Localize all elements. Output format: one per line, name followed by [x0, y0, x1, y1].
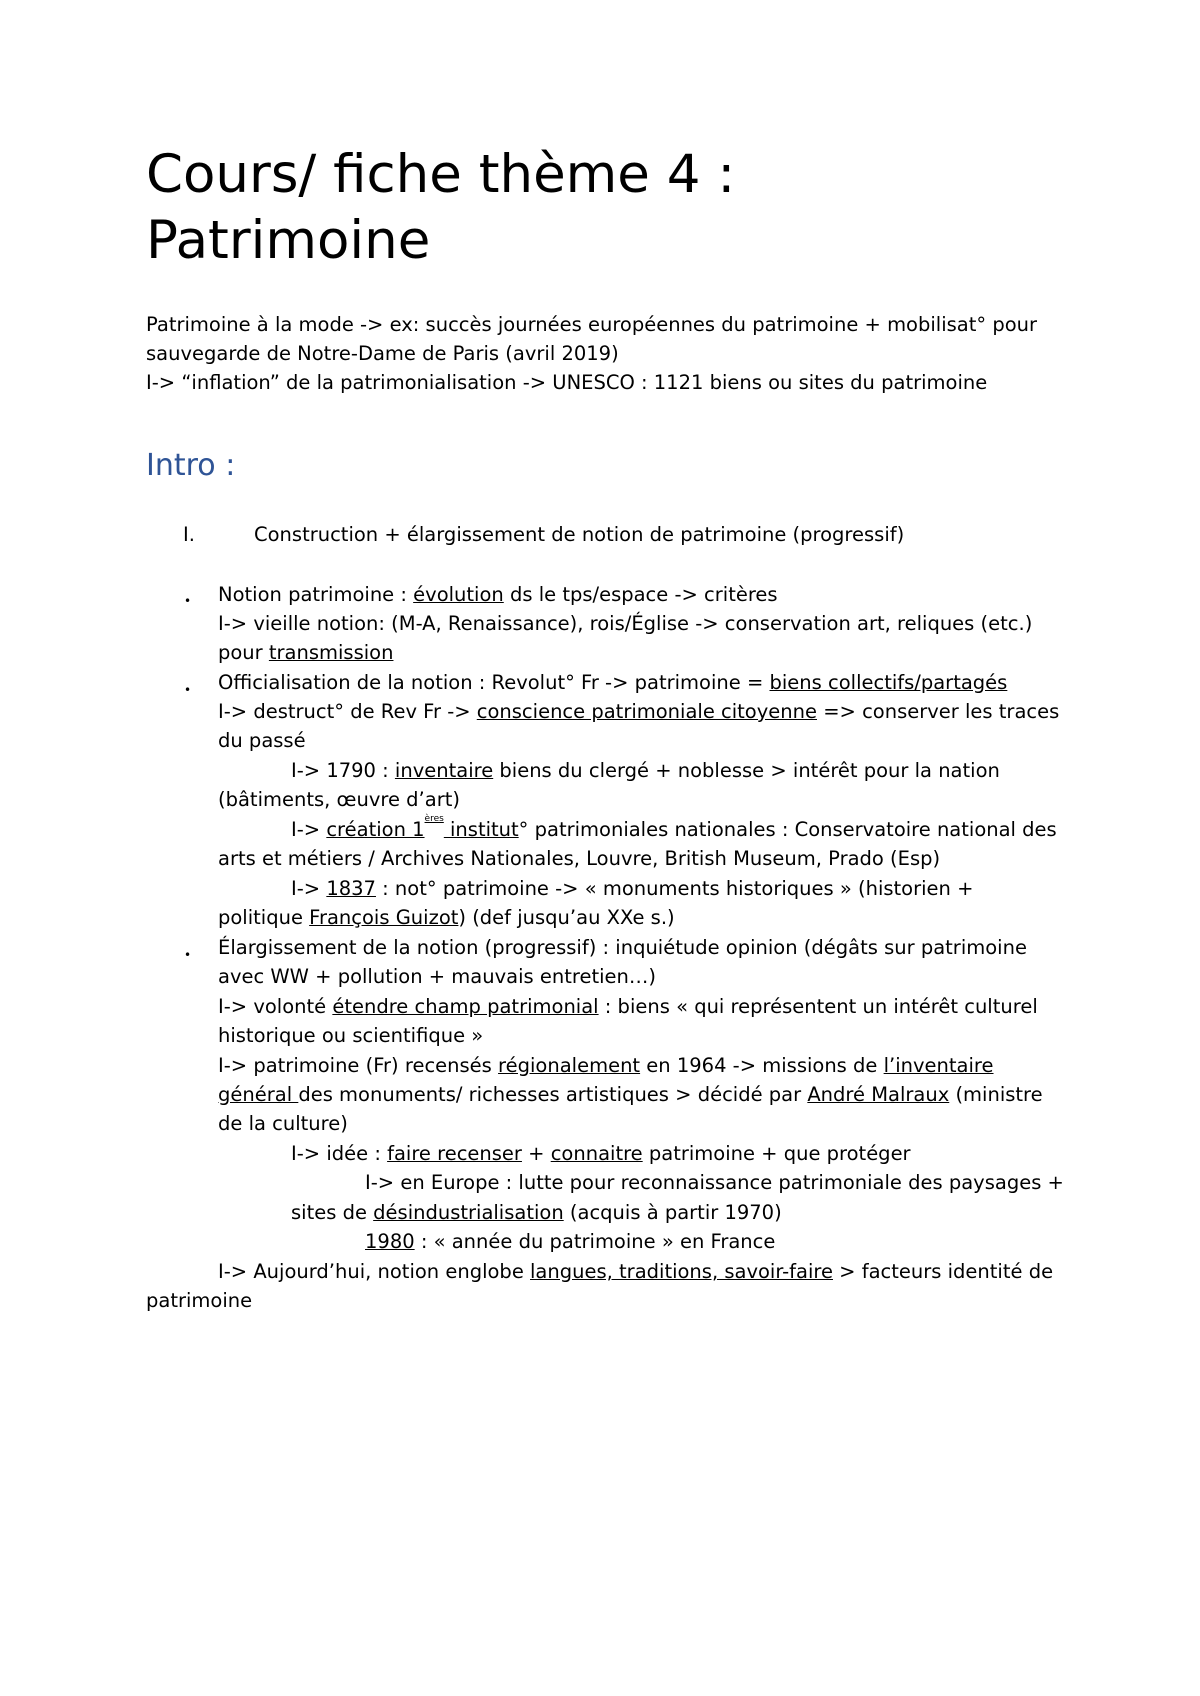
text-line: patrimoine	[146, 1289, 253, 1312]
text-line: I-> “inflation” de la patrimonialisation -> UNESCO : 1121 biens ou sites du patrimoine	[146, 371, 988, 394]
text-line: du passé	[218, 729, 306, 752]
text-line: pour transmission	[218, 641, 394, 664]
bullet-icon: •	[184, 948, 192, 962]
text-line: I-> destruct° de Rev Fr -> conscience patrimoniale citoyenne => conserver les traces	[218, 700, 1060, 723]
text-line: I-> 1837 : not° patrimoine -> « monuments historiques » (historien +	[291, 877, 974, 900]
text-line: I-> volonté étendre champ patrimonial : biens « qui représentent un intérêt culturel	[218, 995, 1038, 1018]
text-line: arts et métiers / Archives Nationales, Louvre, British Museum, Prado (Esp)	[218, 847, 941, 870]
text-line: historique ou scientifique »	[218, 1024, 484, 1047]
text-line: I-> idée : faire recenser + connaitre patrimoine + que protéger	[291, 1142, 911, 1165]
text-line: I-> en Europe : lutte pour reconnaissance patrimoniale des paysages +	[365, 1171, 1064, 1194]
text-line: (bâtiments, œuvre d’art)	[218, 788, 460, 811]
page-title	[146, 142, 1046, 274]
text-line: Notion patrimoine : évolution ds le tps/espace -> critères	[218, 583, 778, 606]
text-line: 1980 : « année du patrimoine » en France	[365, 1230, 776, 1253]
intro-heading: Intro :	[146, 448, 236, 483]
section-number: I.	[183, 523, 195, 546]
text-line: sites de désindustrialisation (acquis à partir 1970)	[291, 1201, 782, 1224]
text-line: I-> Aujourd’hui, notion englobe langues, traditions, savoir-faire > facteurs identité de	[218, 1260, 1054, 1283]
bullet-icon: •	[184, 594, 192, 608]
text-line: Patrimoine à la mode -> ex: succès journées européennes du patrimoine + mobilisat° pour	[146, 313, 1038, 336]
text-line: Élargissement de la notion (progressif) : inquiétude opinion (dégâts sur patrimoine	[218, 936, 1027, 959]
text-line: Officialisation de la notion : Revolut° Fr -> patrimoine = biens collectifs/partagés	[218, 671, 1008, 694]
text-line: général des monuments/ richesses artistiques > décidé par André Malraux (ministre	[218, 1083, 1043, 1106]
text-line: avec WW + pollution + mauvais entretien…)	[218, 965, 656, 988]
text-line: I-> 1790 : inventaire biens du clergé + noblesse > intérêt pour la nation	[291, 759, 1000, 782]
text-line: politique François Guizot) (def jusqu’au XXe s.)	[218, 906, 675, 929]
bullet-icon: •	[184, 683, 192, 697]
title-line-2: Patrimoine	[146, 210, 431, 271]
text-line: de la culture)	[218, 1112, 348, 1135]
text-line: I-> vieille notion: (M-A, Renaissance), rois/Église -> conservation art, reliques (etc.)	[218, 612, 1033, 635]
text-line: I-> création 1ères institut° patrimoniales nationales : Conservatoire national des	[291, 814, 1057, 841]
text-line: I-> patrimoine (Fr) recensés régionalement en 1964 -> missions de l’inventaire	[218, 1054, 994, 1077]
text-line: sauvegarde de Notre-Dame de Paris (avril 2019)	[146, 342, 619, 365]
section-title: Construction + élargissement de notion de patrimoine (progressif)	[254, 523, 905, 546]
title-line-1: Cours/ fiche thème 4 :	[146, 144, 736, 205]
